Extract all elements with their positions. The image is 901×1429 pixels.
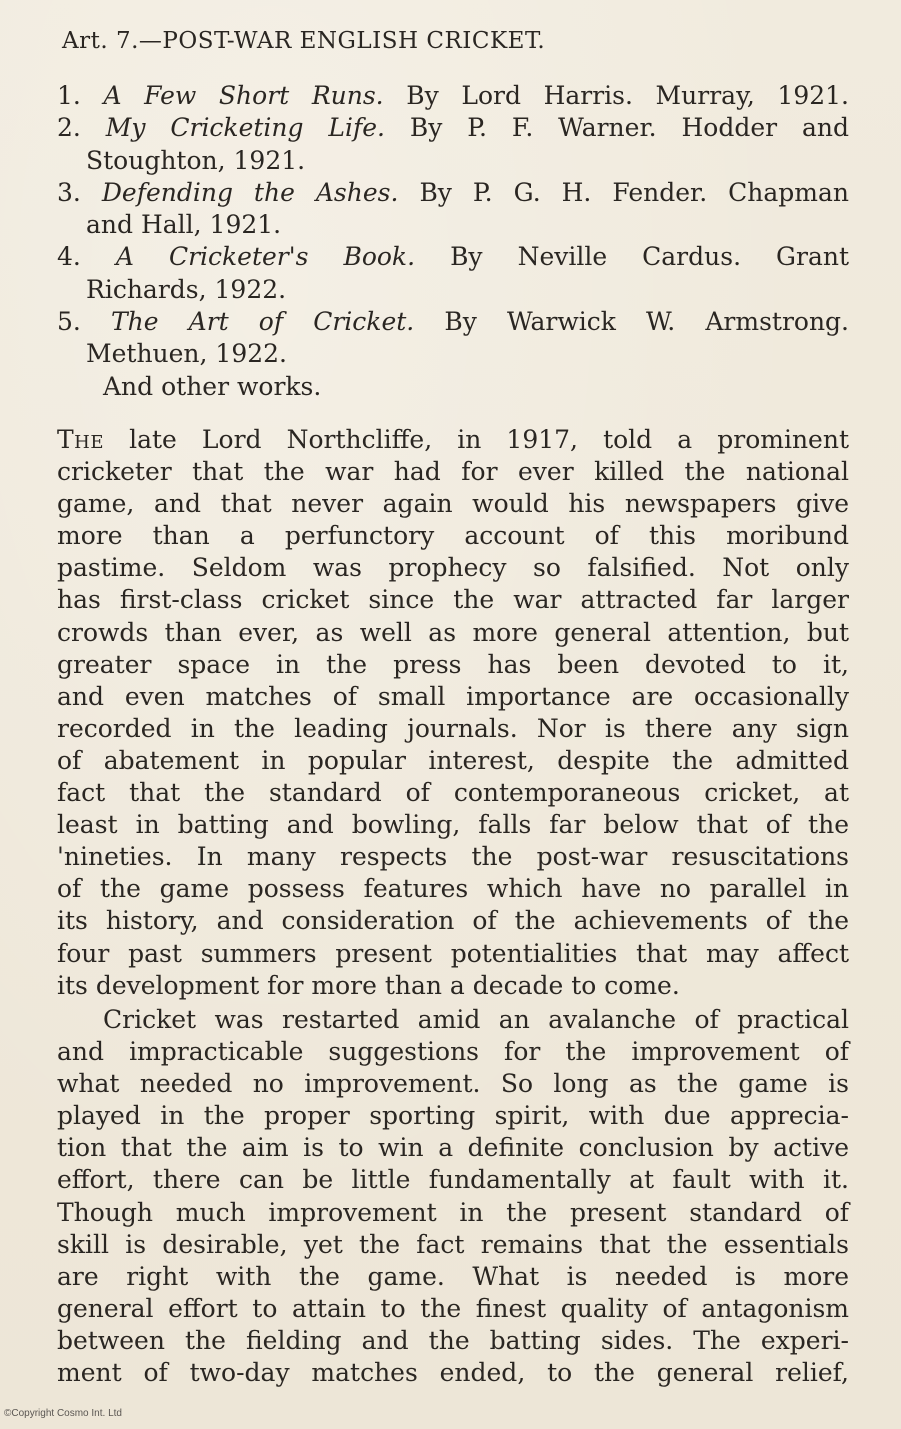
- text-line: 'nineties. In many respects the post-war resuscitations: [57, 842, 849, 872]
- article-heading: Art. 7.—POST-WAR ENGLISH CRICKET.: [62, 28, 546, 54]
- text-line: played in the proper sporting spirit, with due apprecia-: [57, 1101, 849, 1131]
- drop-word: The: [57, 425, 105, 454]
- item-details: By Neville Cardus. Grant: [450, 242, 849, 272]
- text-line: four past summers present potentialities that may affect: [57, 938, 849, 968]
- text-line: ment of two-day matches ended, to the general relief,: [57, 1358, 849, 1388]
- item-number: 1.: [57, 81, 81, 110]
- text-line: greater space in the press has been devoted to it,: [57, 649, 849, 679]
- text-line: general effort to attain to the finest quality of antagonism: [57, 1293, 849, 1323]
- text-line: least in batting and bowling, falls far below that of the: [57, 810, 849, 840]
- text-line: of abatement in popular interest, despite the admitted: [57, 745, 849, 775]
- item-details: By P. F. Warner. Hodder and: [409, 113, 849, 143]
- bibliography-item: [57, 241, 849, 306]
- book-title: Defending the Ashes.: [101, 177, 399, 207]
- item-number: 3.: [57, 177, 81, 207]
- paragraph-two: [57, 1004, 849, 1389]
- text-line: between the fielding and the batting sides. The experi-: [57, 1325, 849, 1355]
- item-details-continued: Stoughton, 1921.: [86, 145, 306, 175]
- book-title: A Few Short Runs.: [103, 81, 384, 110]
- text-line: tion that the aim is to win a definite conclusion by active: [57, 1133, 849, 1163]
- item-details-continued: and Hall, 1921.: [86, 210, 282, 240]
- item-number: 4.: [57, 242, 81, 272]
- text-line: Though much improvement in the present standard of: [57, 1197, 849, 1227]
- book-title: My Cricketing Life.: [105, 113, 386, 143]
- text-line: of the game possess features which have no parallel in: [57, 874, 849, 904]
- text-line: more than a perfunctory account of this moribund: [57, 521, 849, 551]
- book-title: The Art of Cricket.: [110, 307, 415, 337]
- text-line: skill is desirable, yet the fact remains that the essentials: [57, 1229, 849, 1259]
- item-details: By P. G. H. Fender. Chapman: [419, 177, 850, 207]
- paragraph-one: [57, 424, 849, 1002]
- item-number: 2.: [57, 113, 81, 143]
- text-line: game, and that never again would his newspapers give: [57, 489, 849, 519]
- bibliography-item: [57, 80, 849, 112]
- text-line: its development for more than a decade to come.: [57, 970, 680, 1000]
- text-line: pastime. Seldom was prophecy so falsified. Not only: [57, 553, 849, 583]
- text-line: and even matches of small importance are occasionally: [57, 681, 849, 711]
- copyright-watermark: ©Copyright Cosmo Int. Ltd: [4, 1408, 122, 1419]
- text-line: effort, there can be little fundamentally at fault with it.: [57, 1165, 849, 1195]
- text-line: crowds than ever, as well as more general attention, but: [57, 617, 849, 647]
- text-line: has first-class cricket since the war attracted far larger: [57, 585, 849, 615]
- item-details-continued: Richards, 1922.: [86, 274, 287, 304]
- item-details: By Warwick W. Armstrong.: [444, 307, 849, 337]
- other-works-note: And other works.: [103, 371, 322, 401]
- bibliography-item: [57, 112, 849, 177]
- text-line: The late Lord Northcliffe, in 1917, told a prominent: [57, 425, 849, 454]
- item-details: By Lord Harris. Murray, 1921.: [406, 81, 849, 110]
- text-line: cricketer that the war had for ever killed the national: [57, 457, 849, 487]
- text-line: fact that the standard of contemporaneous cricket, at: [57, 778, 849, 808]
- text-line: and impracticable suggestions for the improvement of: [57, 1037, 849, 1067]
- text-line: Cricket was restarted amid an avalanche of practical: [103, 1005, 849, 1034]
- text-line: are right with the game. What is needed is more: [57, 1261, 849, 1291]
- item-details-continued: Methuen, 1922.: [86, 339, 288, 369]
- text-line: its history, and consideration of the achievements of the: [57, 906, 849, 936]
- text-line: what needed no improvement. So long as the game is: [57, 1069, 849, 1099]
- book-title: A Cricketer's Book.: [115, 242, 416, 272]
- bibliography-item: [57, 177, 849, 242]
- text-line: recorded in the leading journals. Nor is there any sign: [57, 713, 849, 743]
- bibliography-list: [57, 80, 849, 403]
- bibliography-item: [57, 306, 849, 371]
- item-number: 5.: [57, 307, 81, 337]
